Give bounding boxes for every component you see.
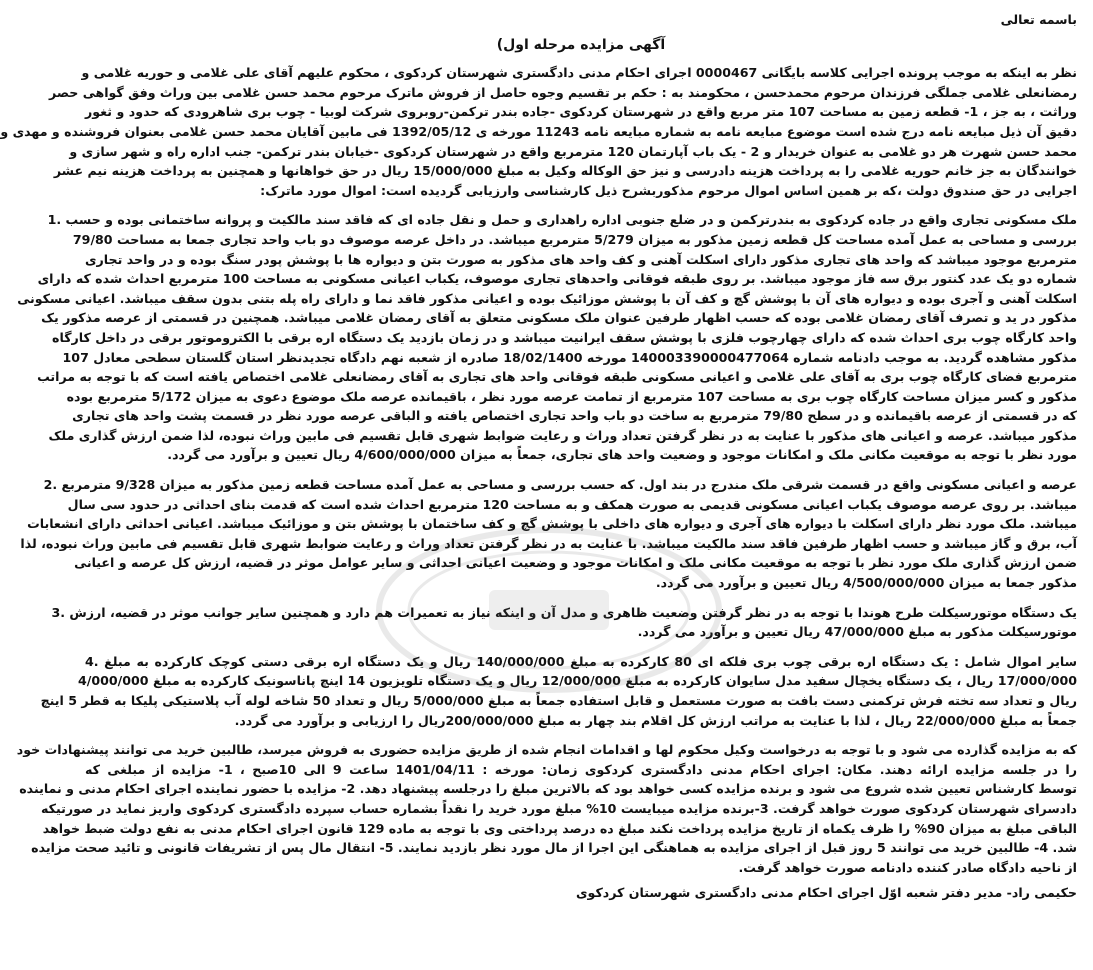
intro-line: نظر به اینکه به موجب پرونده اجرایی کلاسه بایگانی 0000467 اجرای احکام مدنی دادگستری شهرستان کردکوی ، محکوم علیهم آقای علی غلامی و حوریه غلامی و bbox=[81, 65, 1077, 81]
item-4-paragraph bbox=[40, 652, 1077, 730]
item-1-line: شماره دو یک عدد کنتور برق سه فاز موجود میباشد. بر روی طبقه فوقانی واحدهای تجاری موصوف، یکباب اعیانی مسکونی به مساحت 100 مترمربع احداث شده که دارای bbox=[37, 271, 1077, 287]
auction-line: که به مزایده گذارده می شود و با توجه به درخواست وکیل محکوم لها و اقدامات انجام شده از طریق مزایده حضوری به فروش میرسد، طالبین خرید می توانند پیشنهادات خود bbox=[16, 742, 1077, 758]
auction-line: را در جلسه مزایده ارائه دهند. مکان: اجرای احکام مدنی دادگستری کردکوی زمان: مورخه : 1401/04/11 ساعت 9 الی 10صبح ، 1- مزایده از مبلغی که bbox=[85, 761, 1077, 777]
item-1-line: واحد کارگاه چوب بری احداث شده که دارای چهارچوب فلزی با پوشش سقف ایرانیت میباشد و در زمان بازدید یک دستگاه اره برقی با الکتروموتور برقی در داخل کارگاه bbox=[52, 329, 1077, 345]
item-2-paragraph bbox=[20, 475, 1077, 593]
item-1-line: مذکور مشاهده گردید. به موجب دادنامه شماره 140003390000477064 مورخه 18/02/1400 صادره از شعبه نهم دادگاه تجدیدنظر استان گلستان سطحی معادل 107 bbox=[62, 349, 1077, 365]
item-1-line: مترمربع فضای کارگاه چوب بری به آقای علی غلامی و اعیانی مسکونی طبقه فوقانی واحد های تجاری به آقای رمضانعلی غلامی اختصاص یافته است که با توجه به مراتب bbox=[37, 369, 1077, 385]
auction-line: شد. 4- طالبین خرید می توانند 5 روز قبل از اجرای مزایده به هماهنگی این اجرا از مال مورد نظر بازدید نمایند. 5- انتقال مال پس از تشریفات قانونی و تائید صحت مزایده bbox=[31, 840, 1077, 856]
item-2-line: ضمن ارزش گذاری ملک مورد نظر با توجه به موقعیت مکانی ملک و امکانات موجود و وضعیت اعیانی احداثی و سایر عوامل موثر در قضیه، ارزش کل عرصه و اعیانی bbox=[74, 555, 1077, 571]
item-4-line: 17/000/000 ریال ، یک دستگاه یخچال سفید مدل سایوان کارکرده به مبلغ 12/000/000 ریال و یک دستگاه تلویزیون 14 اینچ پاناسونیک کارکرده به مبلغ 4/000/000 bbox=[78, 673, 1077, 689]
item-1-line: مذکور در ید و تصرف آقای رمضان غلامی بوده که حسب اظهار طرفین عنوان ملک مسکونی متعلق به آقای رمضان غلامی میباشد. همچنین در قسمتی از عرصه مذکور یک bbox=[41, 310, 1077, 326]
intro-line: دقیق آن ذیل مبایعه نامه درج شده است موضوع مبایعه نامه به شماره مبایعه نامه 11243 مورخه ی 1392/05/12 فی مابین آقایان محمد حسن غلامی بعنوان فروشنده و مهدی و bbox=[0, 123, 1077, 139]
auction-line: از ناحیه دادگاه صادر کننده دادنامه صورت خواهد گرفت. bbox=[738, 859, 1077, 875]
intro-line: خوانندگان به جز خانم حوریه غلامی را به پرداخت هزینه دادرسی و نیز حق الوکاله وکیل به مبلغ 15/000/000 ریال در حق خواهانها و همچنین به پرداخت هزینه نیم عشر bbox=[53, 163, 1077, 179]
item-1-line: که در قسمتی از عرصه باقیمانده و در سطح 79/80 مترمربع به ساخت دو باب واحد تجاری اختصاص یافته و الباقی عرصه مورد نظر در قسمت پشت واحد های تجاری bbox=[72, 408, 1077, 424]
item-2-line: میباشد. ملک مورد نظر دارای اسکلت با دیواره های آجری و دیواره های داخلی با پوشش گچ و کف ساختمان با پوشش بتن و موزائیک میباشد. اعیانی احداثی دارای انشعابات bbox=[27, 516, 1077, 532]
item-4-line: ریال و تعداد سه تخته فرش ترکمنی دست بافت به صورت مستعمل و قابل استفاده جمعاً به مبلغ 5/000/000 ریال و تعداد 50 شاخه لوله آب پلاستیکی پلیکا به قطر 5 اینچ bbox=[40, 693, 1077, 708]
item-1-line: مذکور و کسر میزان مساحت کارگاه چوب بری به مساحت 107 مترمربع از تمامت عرصه مورد نظر ، باقیمانده عرصه ملک موضوع دعوی به میزان 5/172 مترمربع بوده bbox=[66, 388, 1077, 404]
notice-title: آگهی مزایده مرحله اول) bbox=[496, 36, 666, 53]
item-2-line: مذکور جمعا به میزان 4/500/000/000 ریال تعیین و برآورد می گردد. bbox=[655, 575, 1077, 591]
auction-line: الباقی مبلغ به میزان 90% را ظرف یکماه از تاریخ مزایده پرداخت نکند مبلغ ده درصد پرداختی وی با توجه به ماده 129 قانون اجرای احکام مدنی به نفع دولت ضبط خواهد bbox=[42, 820, 1077, 836]
auction-line: دادسرای شهرستان کردکوی صورت خواهد گرفت. 3-برنده مزایده میبایست 10% مبلغ مورد خرید را نقداً بشماره حساب سپرده دادگستری کردکوی واریز نماید در صورتیکه bbox=[41, 800, 1077, 816]
item-1-paragraph bbox=[17, 210, 1077, 465]
signature: حکیمی راد- مدیر دفتر شعبه اوّل اجرای احکام مدنی دادگستری شهرستان کردکوی bbox=[576, 885, 1077, 901]
item-3-line: موتورسیکلت مذکور به مبلغ 47/000/000 ریال تعیین و برآورد می گردد. bbox=[637, 624, 1077, 640]
item-4-line: جمعاً به مبلغ 22/000/000 ریال ، لذا با عنایت به مراتب ارزش کل اقلام بند چهار به مبلغ 200/000/000ریال را ارزیابی و برآورد می گردد. bbox=[234, 712, 1077, 728]
intro-line: اجرایی در حق صندوق دولت ،که بر همین اساس اموال مرحوم مذکوربشرح ذیل کارشناسی وارزیابی گردیده است: اموال مورد ماترک: bbox=[260, 182, 1077, 198]
auction-line: توسط کارشناس تعیین شده شروع می شود و برنده مزایده کسی خواهد بود که بالاترین مبلغ را درجلسه پیشنهاد دهد. 2- مزایده با حضور نماینده اجرای احکام مدنی و نماینده bbox=[19, 781, 1077, 797]
item-3-paragraph bbox=[51, 603, 1077, 642]
intro-line: وراثت ، به جز ، 1- قطعه زمین به مساحت 107 متر مربع واقع در شهرستان کردکوی -جاده بندر ترکمن-روبروی شرکت لوبیا - چوب بری شاهرودی که حدود و ثغور bbox=[85, 104, 1077, 120]
basmala: باسمه تعالی bbox=[1000, 12, 1077, 27]
auction-terms-paragraph bbox=[16, 740, 1077, 877]
item-2-line: میباشد. بر روی عرصه موصوف یکباب اعیانی مسکونی قدیمی به صورت همکف و به مساحت 120 مترمربع احداث شده است که قدمت بنای احداثی در حدود سی سال bbox=[67, 496, 1077, 512]
item-2-line: عرصه و اعیانی مسکونی واقع در قسمت شرقی ملک مندرج در بند اول. که حسب بررسی و مساحی به عمل آمده مساحت قطعه زمین مذکور به میزان 9/328 مترمربع .2 bbox=[43, 477, 1077, 493]
item-1-line: مذکور میباشد. عرصه و اعیانی های مذکور با عنایت به در نظر گرفتن تعداد وراث و رعایت ضوابط شهری قابل تقسیم فی مابین وراث نبوده، لذا ضمن ارزش گذاری ملک bbox=[48, 427, 1077, 443]
item-1-line: بررسی و مساحی به عمل آمده مساحت کل قطعه زمین مذکور به میزان 5/279 مترمربع میباشد. در داخل عرصه موصوف دو باب واحد تجاری جمعا به مساحت 79/80 bbox=[72, 231, 1077, 247]
item-1-line: اسکلت آهنی و آجری بوده و دیواره های آن با پوشش گچ و کف آن با پوشش موزائیک بوده و اعیانی مذکور فاقد نما و دارای راه پله بتنی بدون سقف میباشد. اعیانی مسکونی bbox=[17, 290, 1077, 306]
intro-line: محمد حسن شهرت هر دو غلامی به عنوان خریدار و 2 - یک باب آپارتمان 120 مترمربع واقع در شهرستان کردکوی -خیابان بندر ترکمن- جنب اداره راه و شهر سازی و bbox=[69, 143, 1077, 159]
item-1-line: مترمربع موجود میباشد که واحد های تجاری مذکور دارای اسکلت آهنی و کف واحد های مذکور به صورت بتن و دیواره ها با پوشش پودر سنگ بوده و در واحد تجاری bbox=[85, 251, 1077, 267]
item-4-line: سایر اموال شامل : یک دستگاه اره برقی چوب بری فلکه ای 80 کارکرده به مبلغ 140/000/000 ریال و یک دستگاه اره برقی دستی کوچک کارکرده به مبلغ .4 bbox=[85, 653, 1077, 669]
intro-line: رمضانعلی غلامی جملگی فرزندان مرحوم محمدحسن ، محکومند به : حکم بر تقسیم وجوه حاصل از فروش ماترک مرحوم محمد حسن غلامی بین وراث وفق گواهی حصر bbox=[49, 84, 1077, 100]
intro-paragraph bbox=[0, 63, 1077, 200]
item-1-line: مورد نظر با توجه به موقعیت مکانی ملک و امکانات موجود و وضعیت واحد های تجاری، جمعاً به میزان 4/600/000/000 ریال تعیین و برآورد می گردد. bbox=[167, 447, 1077, 463]
item-3-line: یک دستگاه موتورسیکلت طرح هوندا با توجه به در نظر گرفتن وضعیت ظاهری و مدل آن و اینکه نیاز به تعمیرات هم دارد و همچنین سایر جوانب موثر در قضیه، ارزش .3 bbox=[51, 604, 1077, 620]
item-1-line: ملک مسکونی تجاری واقع در جاده کردکوی به بندرترکمن و در ضلع جنوبی اداره راهداری و حمل و نقل جاده ای که فاقد سند مالکیت و پروانه ساختمانی بوده و حسب .1 bbox=[47, 212, 1077, 228]
item-2-line: آب، برق و گاز میباشد و حسب اظهار طرفین فاقد سند مالکیت میباشد. با عنایت به در نظر گرفتن تعداد وراث و رعایت ضوابط شهری قابل تقسیم فی مابین وراث نبوده، لذا bbox=[20, 535, 1077, 551]
